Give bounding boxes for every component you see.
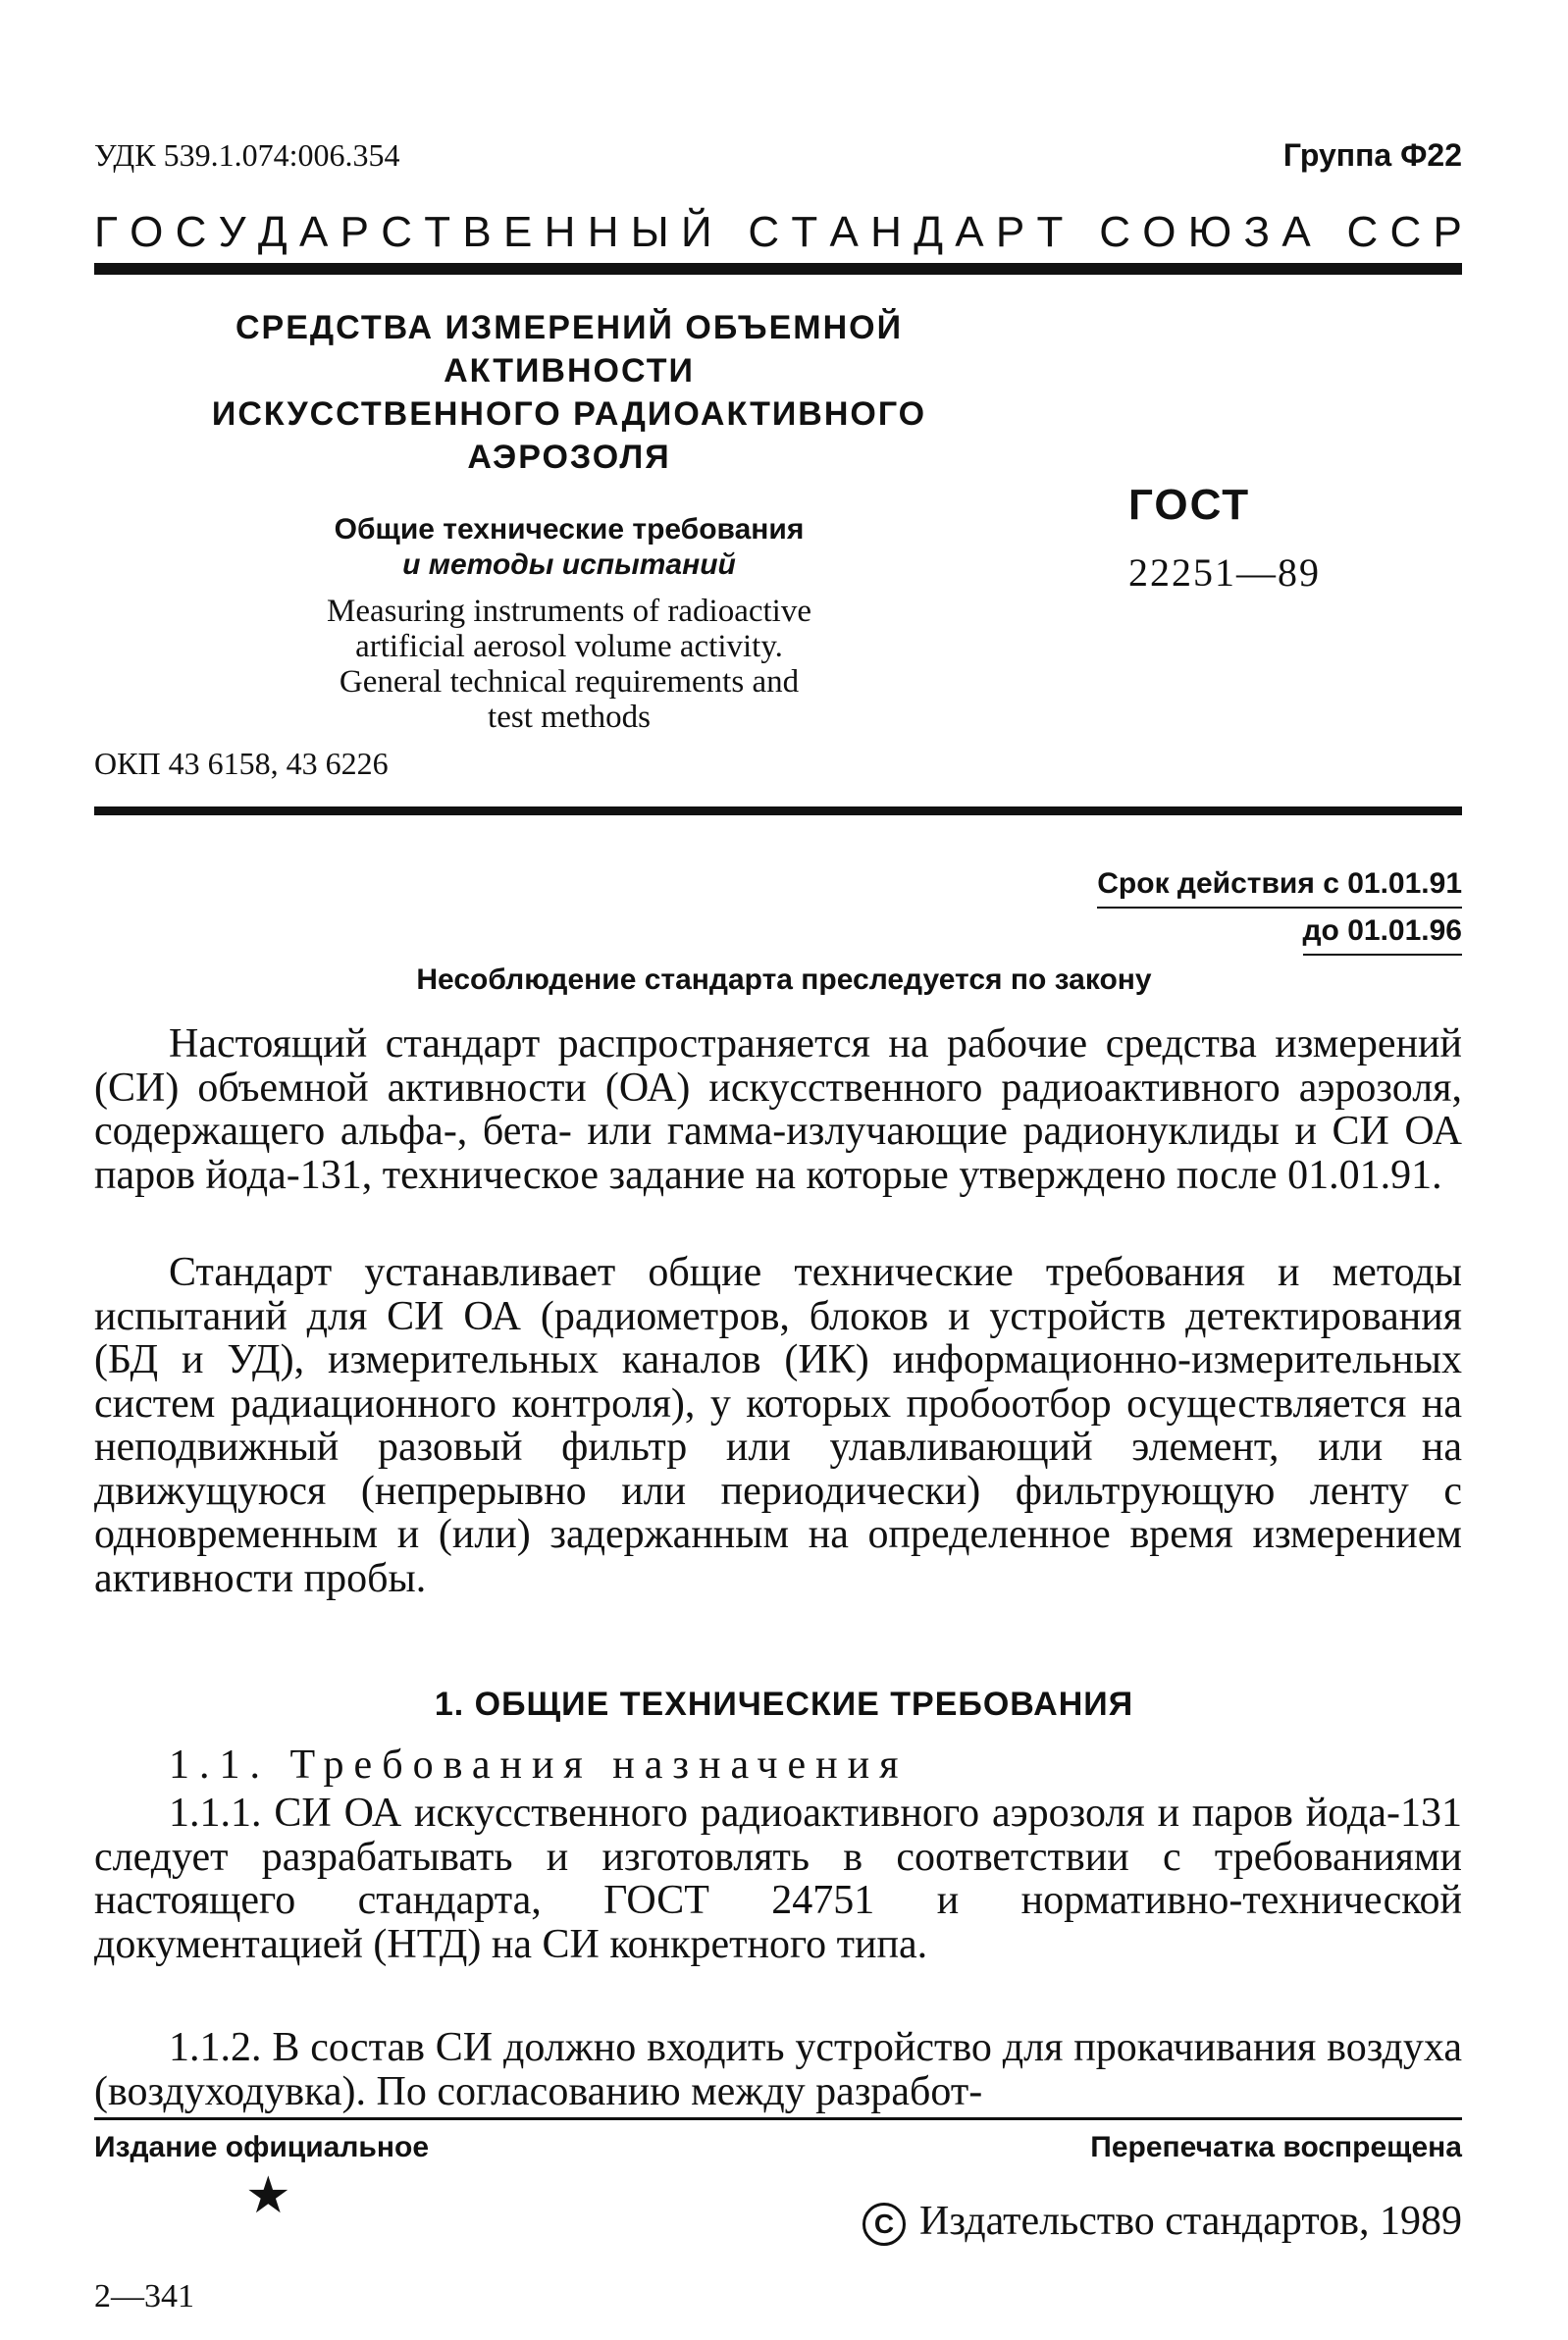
state-heading-letter: Р xyxy=(995,208,1025,256)
state-heading-letter: Р xyxy=(340,208,369,256)
paragraph-1-1-1: 1.1.1. СИ ОА искусственного радиоактивного аэрозоля и паров йода-131 следует разрабатывать и изготовлять в соответствии с требованиями настоящего стандарта, ГОСТ 24751 и нормативно-технической документацией (НТД) на СИ конкретного типа. xyxy=(94,1791,1462,1967)
english-title xyxy=(226,594,913,735)
print-code: 2—341 xyxy=(94,2278,194,2314)
state-heading-letter: А xyxy=(829,208,859,256)
state-heading-letter: Т xyxy=(791,208,818,256)
state-heading-letter: С xyxy=(381,208,412,256)
group-code: Группа Ф22 xyxy=(1282,137,1462,173)
state-heading-letter: Ю xyxy=(1187,208,1232,256)
state-standard-heading xyxy=(94,208,1462,257)
english-line-4: test methods xyxy=(488,700,651,735)
law-notice: Несоблюдение стандарта преследуется по закону xyxy=(416,963,1152,996)
state-heading-letter: Т xyxy=(1036,208,1064,256)
state-heading-letter: А xyxy=(955,208,984,256)
edition-note: Издание официальное xyxy=(94,2131,430,2163)
state-heading-letter: Н xyxy=(587,208,619,256)
state-heading-letter: У xyxy=(218,208,246,256)
bottom-rule xyxy=(94,2117,1462,2120)
state-heading-letter xyxy=(1323,208,1334,257)
gost-label: ГОСТ xyxy=(1128,481,1251,529)
state-heading-letter: Н xyxy=(544,208,576,256)
state-heading-letter: З xyxy=(1243,208,1271,256)
copyright-line xyxy=(862,2198,1462,2246)
document-subtitle xyxy=(226,512,913,583)
document-title xyxy=(147,306,991,479)
english-line-3: General technical requirements and xyxy=(339,664,800,700)
state-heading-letter xyxy=(1075,208,1087,257)
state-heading-letter: Ы xyxy=(630,208,669,256)
subtitle-line-1: Общие технические требования xyxy=(334,513,805,546)
title-line-1: СРЕДСТВА ИЗМЕРЕНИЙ ОБЪЕМНОЙ xyxy=(235,309,904,346)
state-heading-letter: О xyxy=(1142,208,1176,256)
udk-code: УДК 539.1.074:006.354 xyxy=(94,137,400,173)
copyright-text: Издательство стандартов, 1989 xyxy=(919,2199,1462,2244)
validity-period xyxy=(1097,861,1462,956)
state-heading-letter: С xyxy=(1346,208,1379,256)
okp-code: ОКП 43 6158, 43 6226 xyxy=(94,746,389,781)
state-heading-letter: Д xyxy=(257,208,287,256)
subtitle-line-2: и методы испытаний xyxy=(402,548,736,581)
state-heading-letter: А xyxy=(1281,208,1311,256)
copyright-icon: C xyxy=(862,2203,906,2246)
state-heading-letter: С xyxy=(1389,208,1422,256)
paragraph-1-1-2: 1.1.2. В состав СИ должно входить устройство для прокачивания воздуха (воздуходувка). По согласованию между разработ- xyxy=(94,2025,1462,2114)
state-heading-letter: С xyxy=(1099,208,1130,256)
state-heading-letter: А xyxy=(298,208,329,256)
state-heading-letter: Й xyxy=(680,208,712,256)
english-line-2: artificial aerosol volume activity. xyxy=(355,629,783,664)
state-heading-letter: Р xyxy=(1433,208,1462,256)
state-heading-letter xyxy=(724,208,736,257)
subsection-heading: 1.1. Требования назначения xyxy=(169,1742,909,1788)
state-heading-letter: Т xyxy=(424,208,451,256)
title-line-4: АЭРОЗОЛЯ xyxy=(467,439,671,476)
state-heading-letter: Н xyxy=(870,208,902,256)
title-line-2: АКТИВНОСТИ xyxy=(444,352,695,390)
gost-number: 22251—89 xyxy=(1128,550,1321,595)
english-line-1: Measuring instruments of radioactive xyxy=(327,594,811,629)
state-heading-letter: Д xyxy=(914,208,944,256)
paragraph-requirements: Стандарт устанавливает общие технические требования и методы испытаний для СИ ОА (радиометров, блоков и устройств детектирования (БД и УД), измерительных каналов (ИК) информационно-измерительных систем радиационного контроля), у которых пробоотбор осуществляется на неподвижный разовый фильтр или улавливающий элемент, или на движущуюся (непрерывно или периодически) фильтрующую ленту с одновременным и (или) задержанным на определенное время измерением активности пробы. xyxy=(94,1250,1462,1601)
state-heading-letter: Е xyxy=(503,208,533,256)
state-heading-letter: Г xyxy=(94,208,118,256)
validity-to: до 01.01.96 xyxy=(1303,909,1462,956)
section-heading: 1. ОБЩИЕ ТЕХНИЧЕСКИЕ ТРЕБОВАНИЯ xyxy=(434,1686,1134,1723)
top-rule xyxy=(94,263,1462,275)
validity-from: Срок действия с 01.01.91 xyxy=(1097,861,1462,909)
star-icon: ★ xyxy=(245,2168,291,2224)
state-heading-letter: С xyxy=(175,208,207,256)
middle-rule xyxy=(94,806,1462,815)
state-heading-letter: В xyxy=(462,208,492,256)
state-heading-letter: С xyxy=(748,208,780,256)
paragraph-scope: Настоящий стандарт распространяется на рабочие средства измерений (СИ) объемной активности (ОА) искусственного радиоактивного аэрозоля, содержащего альфа-, бета- или гамма-излучающие радионуклиды и СИ ОА паров йода-131, техническое задание на которые утверждено после 01.01.91. xyxy=(94,1021,1462,1198)
state-heading-letter: О xyxy=(130,208,164,256)
title-line-3: ИСКУССТВЕННОГО РАДИОАКТИВНОГО xyxy=(211,395,927,433)
reprint-note: Перепечатка воспрещена xyxy=(1090,2131,1462,2163)
